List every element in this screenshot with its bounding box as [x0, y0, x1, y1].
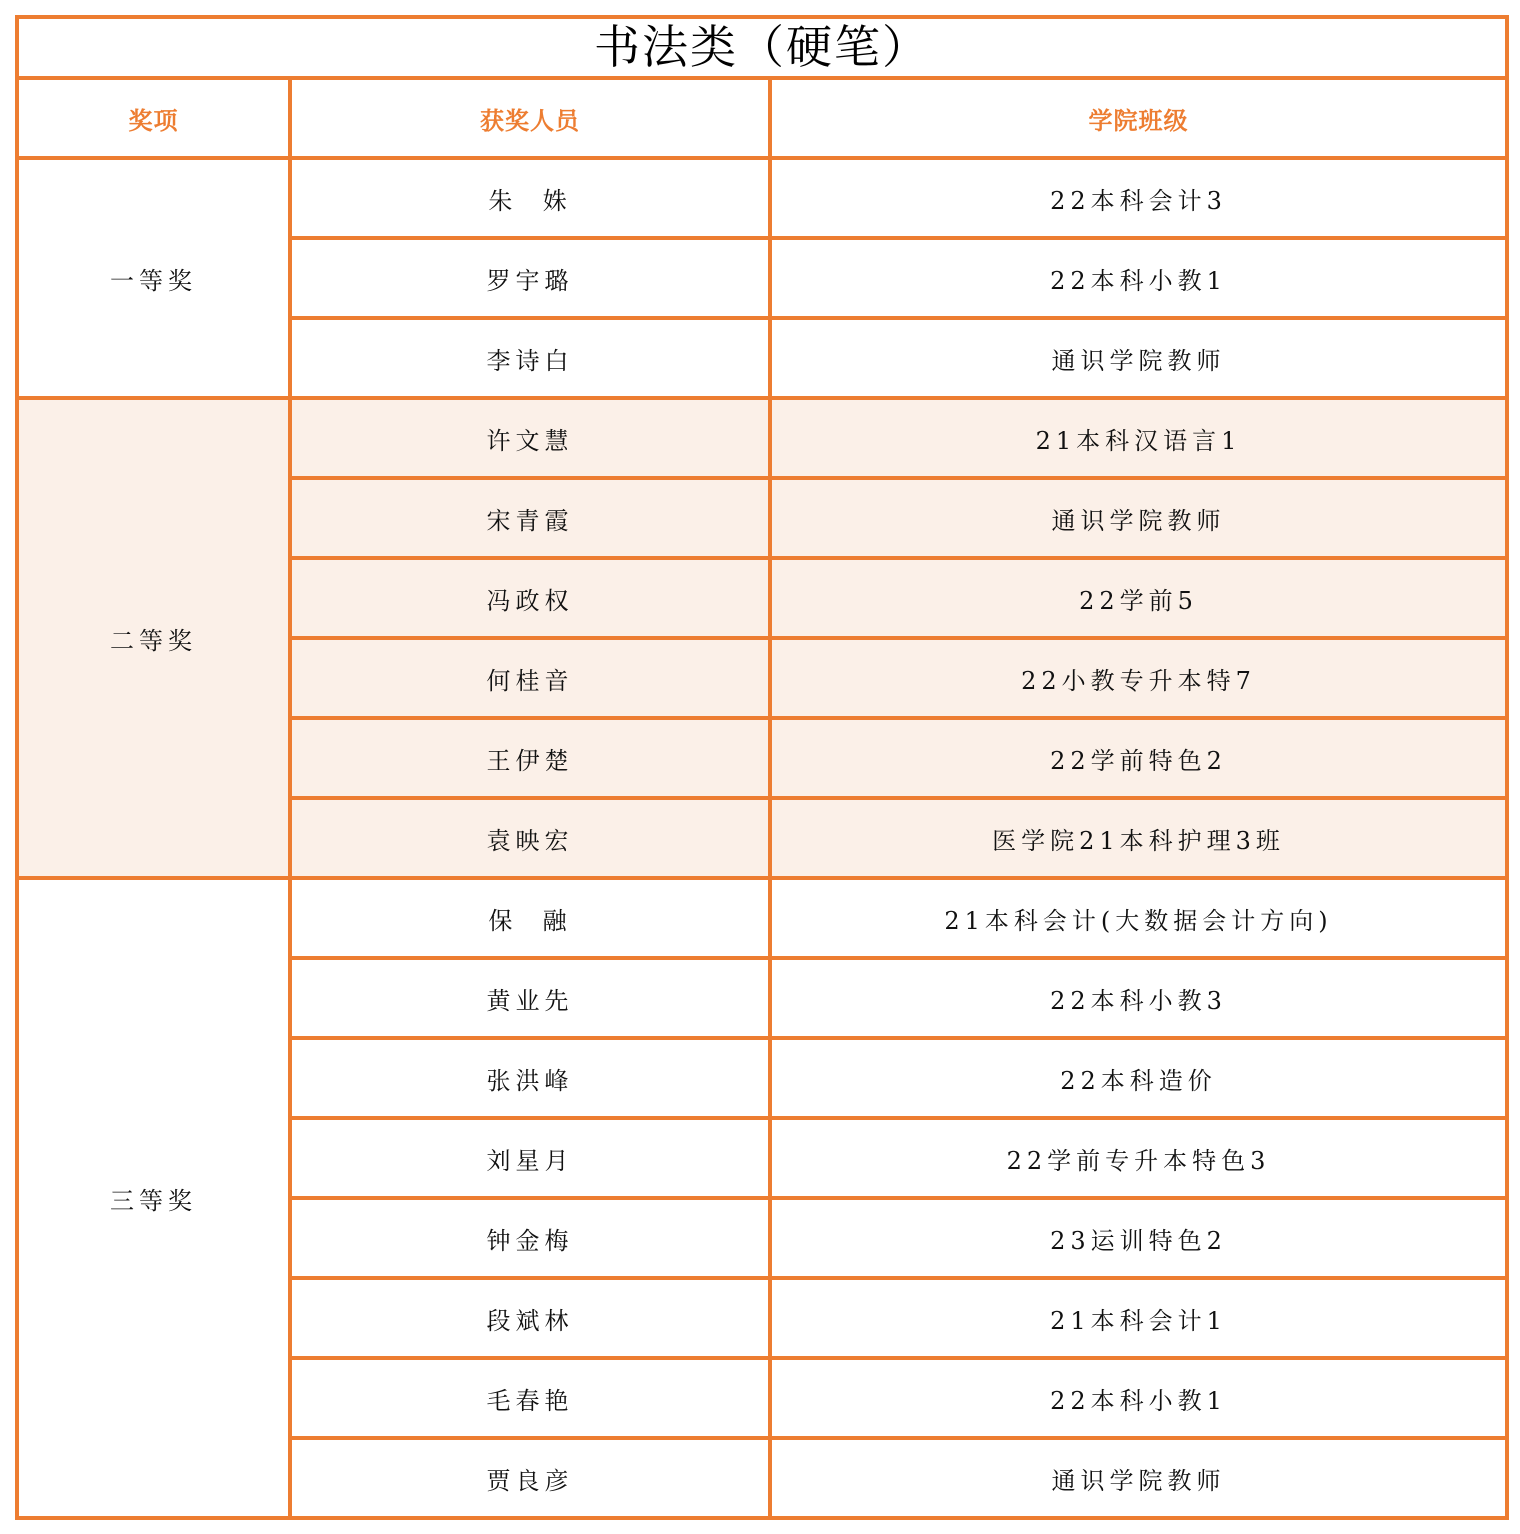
award-level-third: 三等奖 — [17, 878, 290, 1518]
winner-class: 22小教专升本特7 — [770, 638, 1507, 718]
winner-name: 刘星月 — [290, 1118, 770, 1198]
winner-class: 22学前特色2 — [770, 718, 1507, 798]
winner-name: 黄业先 — [290, 958, 770, 1038]
table-row — [17, 398, 1507, 478]
winner-class: 21本科会计1 — [770, 1278, 1507, 1358]
winner-class: 21本科汉语言1 — [770, 398, 1507, 478]
award-level-second: 二等奖 — [17, 398, 290, 878]
winner-name: 何桂音 — [290, 638, 770, 718]
winner-name: 段斌林 — [290, 1278, 770, 1358]
winner-name: 冯政权 — [290, 558, 770, 638]
winner-name: 许文慧 — [290, 398, 770, 478]
winner-class: 22本科小教3 — [770, 958, 1507, 1038]
winner-class: 通识学院教师 — [770, 318, 1507, 398]
column-header-class: 学院班级 — [770, 78, 1507, 158]
winner-class: 医学院21本科护理3班 — [770, 798, 1507, 878]
winner-class: 23运训特色2 — [770, 1198, 1507, 1278]
winner-name: 袁映宏 — [290, 798, 770, 878]
winner-class: 22学前5 — [770, 558, 1507, 638]
winner-name: 宋青霞 — [290, 478, 770, 558]
winner-name: 钟金梅 — [290, 1198, 770, 1278]
awards-table — [15, 15, 1509, 1520]
header-row — [17, 78, 1507, 158]
winner-name: 张洪峰 — [290, 1038, 770, 1118]
winner-class: 22本科小教1 — [770, 238, 1507, 318]
winner-class: 21本科会计(大数据会计方向) — [770, 878, 1507, 958]
winner-name: 朱 姝 — [290, 158, 770, 238]
winner-class: 22本科会计3 — [770, 158, 1507, 238]
winner-name: 罗宇璐 — [290, 238, 770, 318]
award-level-first: 一等奖 — [17, 158, 290, 398]
page-title: 书法类（硬笔） — [17, 17, 1507, 78]
winner-class: 22学前专升本特色3 — [770, 1118, 1507, 1198]
winner-name: 毛春艳 — [290, 1358, 770, 1438]
winner-name: 李诗白 — [290, 318, 770, 398]
winner-class: 22本科小教1 — [770, 1358, 1507, 1438]
column-header-winner: 获奖人员 — [290, 78, 770, 158]
winner-name: 贾良彦 — [290, 1438, 770, 1518]
winner-class: 22本科造价 — [770, 1038, 1507, 1118]
table-row — [17, 878, 1507, 958]
winner-class: 通识学院教师 — [770, 478, 1507, 558]
winner-name: 王伊楚 — [290, 718, 770, 798]
column-header-award: 奖项 — [17, 78, 290, 158]
title-row — [17, 17, 1507, 78]
winner-class: 通识学院教师 — [770, 1438, 1507, 1518]
table-row — [17, 158, 1507, 238]
winner-name: 保 融 — [290, 878, 770, 958]
